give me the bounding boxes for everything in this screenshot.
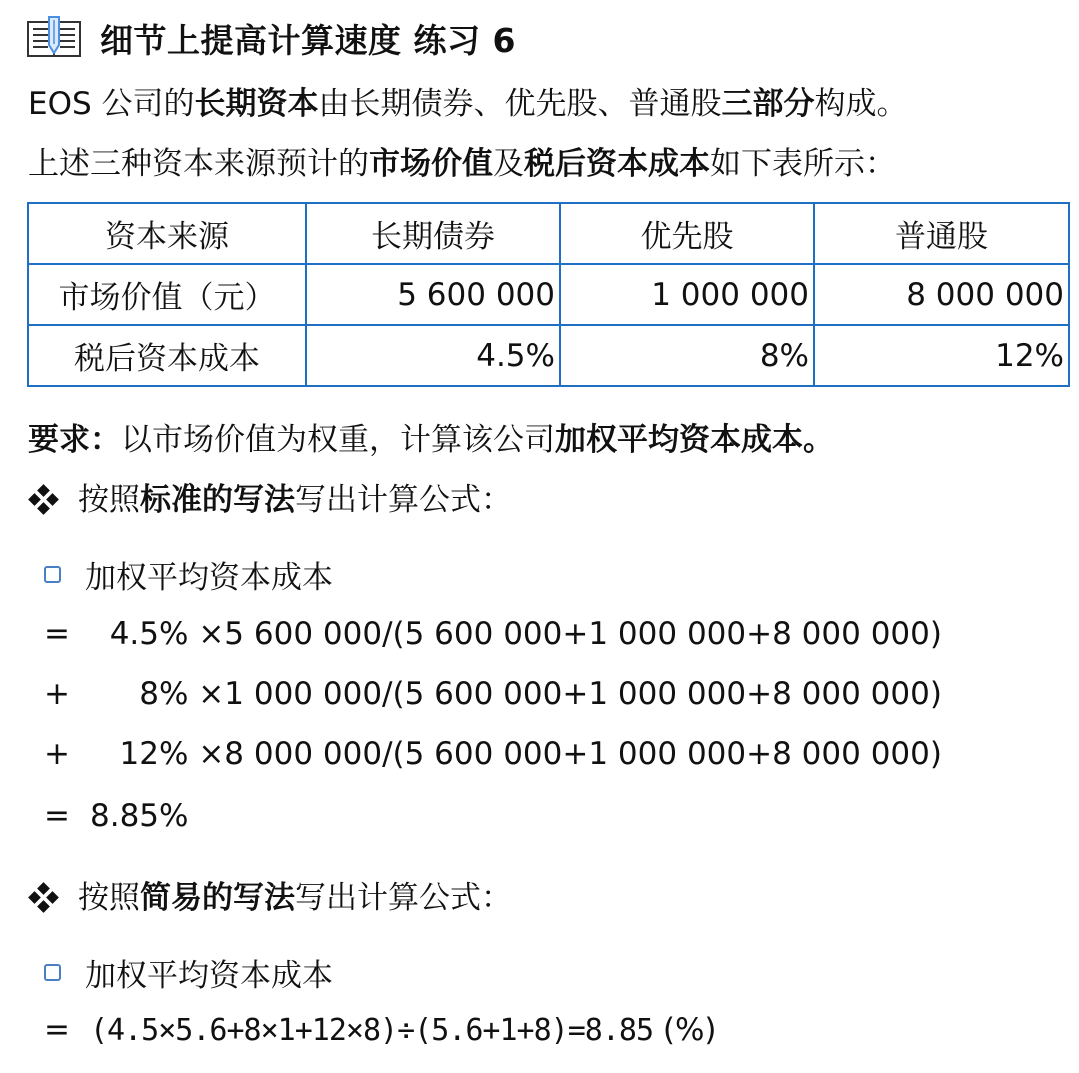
square-bullet-icon <box>44 566 61 583</box>
formula-operator: + <box>44 676 70 712</box>
row-label: 税后资本成本 <box>28 325 306 386</box>
section-standard-heading <box>28 480 512 520</box>
intro-text: 由长期债券、优先股、普通股 <box>318 86 722 122</box>
intro-emphasis: 长期资本 <box>194 86 319 122</box>
simple-formula-line <box>44 1010 717 1051</box>
formula-line <box>44 734 942 774</box>
table-header-cell: 资本来源 <box>28 203 306 264</box>
requirement <box>28 420 834 460</box>
heading-text: 按照 <box>78 880 140 916</box>
section-simple-heading <box>28 878 512 918</box>
table-cell: 1 000 000 <box>560 264 814 325</box>
formula-operator: + <box>44 736 70 772</box>
table-cell: 5 600 000 <box>306 264 560 325</box>
four-diamond-bullet-icon <box>28 484 60 516</box>
formula-line <box>44 674 942 714</box>
four-diamond-bullet-icon <box>28 882 60 914</box>
page-title: 细节上提高计算速度 练习 6 <box>100 20 516 60</box>
intro-text: 及 <box>493 146 524 182</box>
book-with-pencil-icon <box>26 16 82 60</box>
formula-line <box>44 614 942 654</box>
table-cell: 8% <box>560 325 814 386</box>
requirement-label: 要求： <box>28 422 121 458</box>
intro-emphasis: 三部分 <box>721 86 815 122</box>
table-cell: 12% <box>814 325 1069 386</box>
sub-bullet-label: 加权平均资本成本 <box>85 560 333 596</box>
row-label: 市场价值（元） <box>28 264 306 325</box>
sub-bullet-label: 加权平均资本成本 <box>85 958 333 994</box>
intro-text: 上述三种资本来源预计的 <box>28 146 369 182</box>
table-cell: 4.5% <box>306 325 560 386</box>
formula-result <box>44 796 188 836</box>
capital-data-table <box>27 202 1070 387</box>
square-bullet-icon <box>44 964 61 981</box>
formula-expression: 4.5% ×5 600 000/(5 600 000+1 000 000+8 000 000) <box>90 616 942 652</box>
intro-text: 构成。 <box>814 86 908 122</box>
intro-line-2 <box>28 144 896 184</box>
formula-operator: = <box>44 798 70 834</box>
table-header-cell: 长期债券 <box>306 203 560 264</box>
formula-expression: 12% ×8 000 000/(5 600 000+1 000 000+8 000 000) <box>90 736 942 772</box>
formula-unit: (%) <box>653 1012 717 1048</box>
heading-text: 按照 <box>78 482 140 518</box>
formula-operator: = <box>44 1012 70 1048</box>
intro-emphasis: 市场价值 <box>369 146 493 182</box>
sub-bullet-standard <box>44 552 333 597</box>
formula-expression: 8% ×1 000 000/(5 600 000+1 000 000+8 000 000) <box>90 676 942 712</box>
intro-line-1 <box>28 84 908 124</box>
table-header-cell: 普通股 <box>814 203 1069 264</box>
formula-expression: 8.85% <box>90 798 189 834</box>
requirement-text: 以市场价值为权重，计算该公司 <box>121 422 555 458</box>
heading-text: 写出计算公式： <box>295 880 512 916</box>
intro-emphasis: 税后资本成本 <box>524 146 710 182</box>
header <box>26 8 516 68</box>
requirement-emphasis: 加权平均资本成本。 <box>555 422 834 458</box>
table-row <box>28 264 1069 325</box>
table-header-cell: 优先股 <box>560 203 814 264</box>
intro-text: EOS 公司的 <box>28 86 195 122</box>
formula-operator: = <box>44 616 70 652</box>
heading-emphasis: 标准的写法 <box>140 482 295 518</box>
formula-expression: (4.5×5.6+8×1+12×8)÷(5.6+1+8)=8.85 <box>90 1013 654 1048</box>
sub-bullet-simple <box>44 950 333 995</box>
table-cell: 8 000 000 <box>814 264 1069 325</box>
intro-text: 如下表所示： <box>710 146 896 182</box>
heading-text: 写出计算公式： <box>295 482 512 518</box>
table-header-row <box>28 203 1069 264</box>
heading-emphasis: 简易的写法 <box>140 880 295 916</box>
table-row <box>28 325 1069 386</box>
